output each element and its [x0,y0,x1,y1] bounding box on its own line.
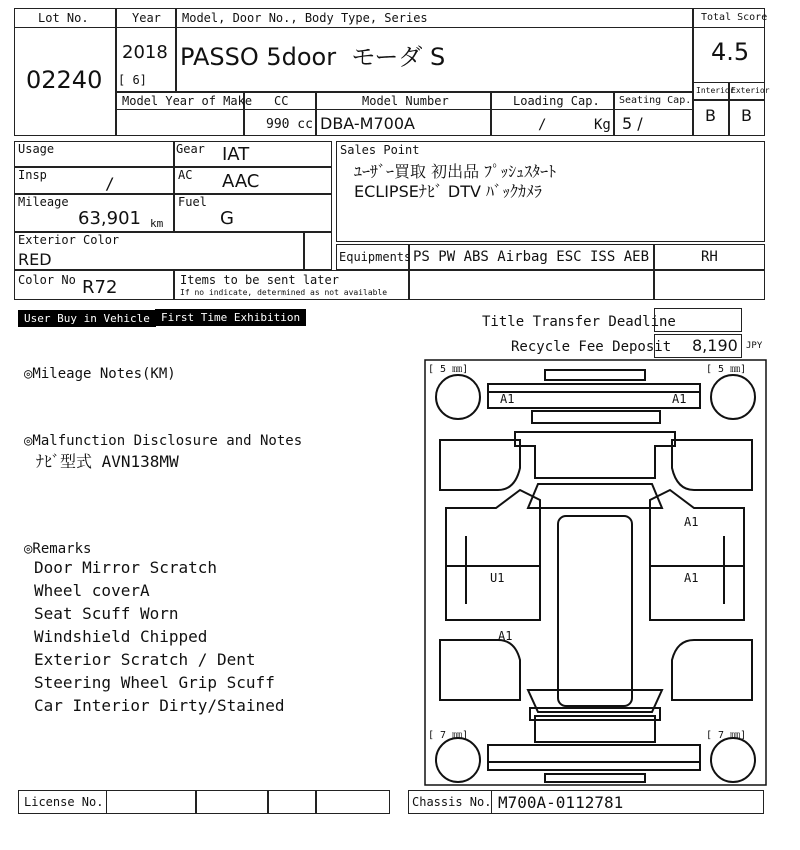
ac-label: AC [178,168,193,182]
license-cell-1 [106,790,196,814]
interior-label: Interior [696,86,735,95]
windshield [528,484,662,508]
model-label: Model, Door No., Body Type, Series [182,11,428,25]
ext-color-label: Exterior Color [18,233,120,247]
exterior-score: B [741,106,752,125]
tire-depth-rear-left: [ 7 ㎜] [428,730,469,741]
side-left-front-door [446,490,540,566]
ac-value: AAC [222,171,260,192]
remark-item: Seat Scuff Worn [34,604,179,623]
model-year-label: Model Year of Make [122,94,253,108]
rear-fender-right [672,640,752,700]
cc-value: 990 cc [266,117,313,132]
license-label: License No. [24,795,104,809]
fuel-label: Fuel [178,195,207,209]
damage-mark-left-rear: A1 [498,629,513,643]
seating-label: Seating Cap. [619,95,692,106]
model-number-label: Model Number [362,94,449,108]
damage-mark-front-right: A1 [672,392,687,406]
remark-item: Door Mirror Scratch [34,558,218,577]
front-fender-right [672,440,752,490]
seating-value: 5 / [622,114,643,133]
sales-point-line2: ECLIPSEﾅﾋﾞ DTV ﾊﾞｯｸｶﾒﾗ [354,182,543,201]
malfunction-title: ◎Malfunction Disclosure and Notes [24,433,303,449]
interior-score: B [705,106,716,125]
equipments-value: PS PW ABS Airbag ESC ISS AEB [413,249,650,265]
fuel-value: G [220,208,234,229]
title-transfer-label: Title Transfer Deadline [482,314,676,330]
gear-label: Gear [176,142,205,156]
equipments-label: Equipments [339,250,412,264]
chassis-label: Chassis No. [412,795,492,809]
items-label: Items to be sent later [180,273,339,287]
malfunction-text: ﾅﾋﾞ型式 AVN138MW [36,452,179,471]
mileage-label: Mileage [18,195,69,209]
wheel-rear-left [436,738,480,782]
recycle-fee-label: Recycle Fee Deposit [511,339,672,355]
remark-item: Wheel coverA [34,581,150,600]
license-cell-2 [196,790,268,814]
roof [558,516,632,706]
month-value: [ 6] [118,73,147,87]
front-grille [532,411,660,423]
exterior-label: Exterior [731,86,770,95]
color-no-value: R72 [82,277,118,298]
front-plate [545,370,645,380]
loading-unit: Kg [594,117,611,133]
total-score-label: Total Score [701,12,768,23]
loading-slash: / [538,117,547,133]
insp-label: Insp [18,168,47,182]
damage-mark-right-side: A1 [684,571,699,585]
rear-lower-plate [545,774,645,782]
damage-mark-right-front: A1 [684,515,699,529]
lot-label: Lot No. [38,11,89,25]
remark-item: Exterior Scratch / Dent [34,650,256,669]
loading-label: Loading Cap. [513,94,600,108]
license-cell-3 [268,790,316,814]
tire-depth-front-right: [ 5 ㎜] [706,364,747,375]
year-label: Year [132,11,161,25]
lot-number: 02240 [26,66,103,94]
gear-value: IAT [222,144,250,165]
damage-mark-left-side: U1 [490,571,505,585]
total-score: 4.5 [711,38,750,66]
tag-user-buy: User Buy in Vehicle [18,310,156,327]
tag-first-exhibition: First Time Exhibition [155,309,306,326]
chassis-number: M700A-0112781 [498,793,624,812]
cc-label: CC [274,94,289,108]
mileage-notes-title: ◎Mileage Notes(KM) [24,366,176,382]
rear-fender-left [440,640,520,700]
remark-item: Car Interior Dirty/Stained [34,696,285,715]
remarks-title: ◎Remarks [24,541,92,557]
mileage-value: 63,901 [78,208,141,229]
insp-value: / [105,174,115,193]
damage-mark-front-left: A1 [500,392,515,406]
model-name: PASSO 5door モーダ S [180,43,446,71]
sales-point-label: Sales Point [340,143,420,157]
remark-item: Steering Wheel Grip Scuff [34,673,275,692]
front-fender-left [440,440,520,490]
model-number: DBA-M700A [320,114,415,133]
ext-color-value: RED [18,250,52,269]
sales-point-line1: ﾕｰｻﾞｰ買取 初出品 ﾌﾟｯｼｭｽﾀｰﾄ [354,162,557,181]
tire-depth-front-left: [ 5 ㎜] [428,364,469,375]
wheel-front-right [711,375,755,419]
drive-value: RH [701,249,718,265]
wheel-rear-right [711,738,755,782]
remark-item: Windshield Chipped [34,627,208,646]
color-no-label: Color No [18,273,76,287]
hood [515,432,675,478]
front-bumper [488,384,700,408]
recycle-fee-value: 8,190 [692,336,738,355]
rear-plate [530,708,660,720]
tire-depth-rear-right: [ 7 ㎜] [706,730,747,741]
usage-label: Usage [18,142,55,156]
mileage-unit: km [150,217,164,230]
recycle-fee-unit: JPY [746,341,763,351]
year-value: 2018 [122,42,168,63]
rear-bumper [488,745,700,770]
wheel-front-left [436,375,480,419]
items-note: If no indicate, determined as not available [180,288,388,297]
license-cell-4 [316,790,390,814]
